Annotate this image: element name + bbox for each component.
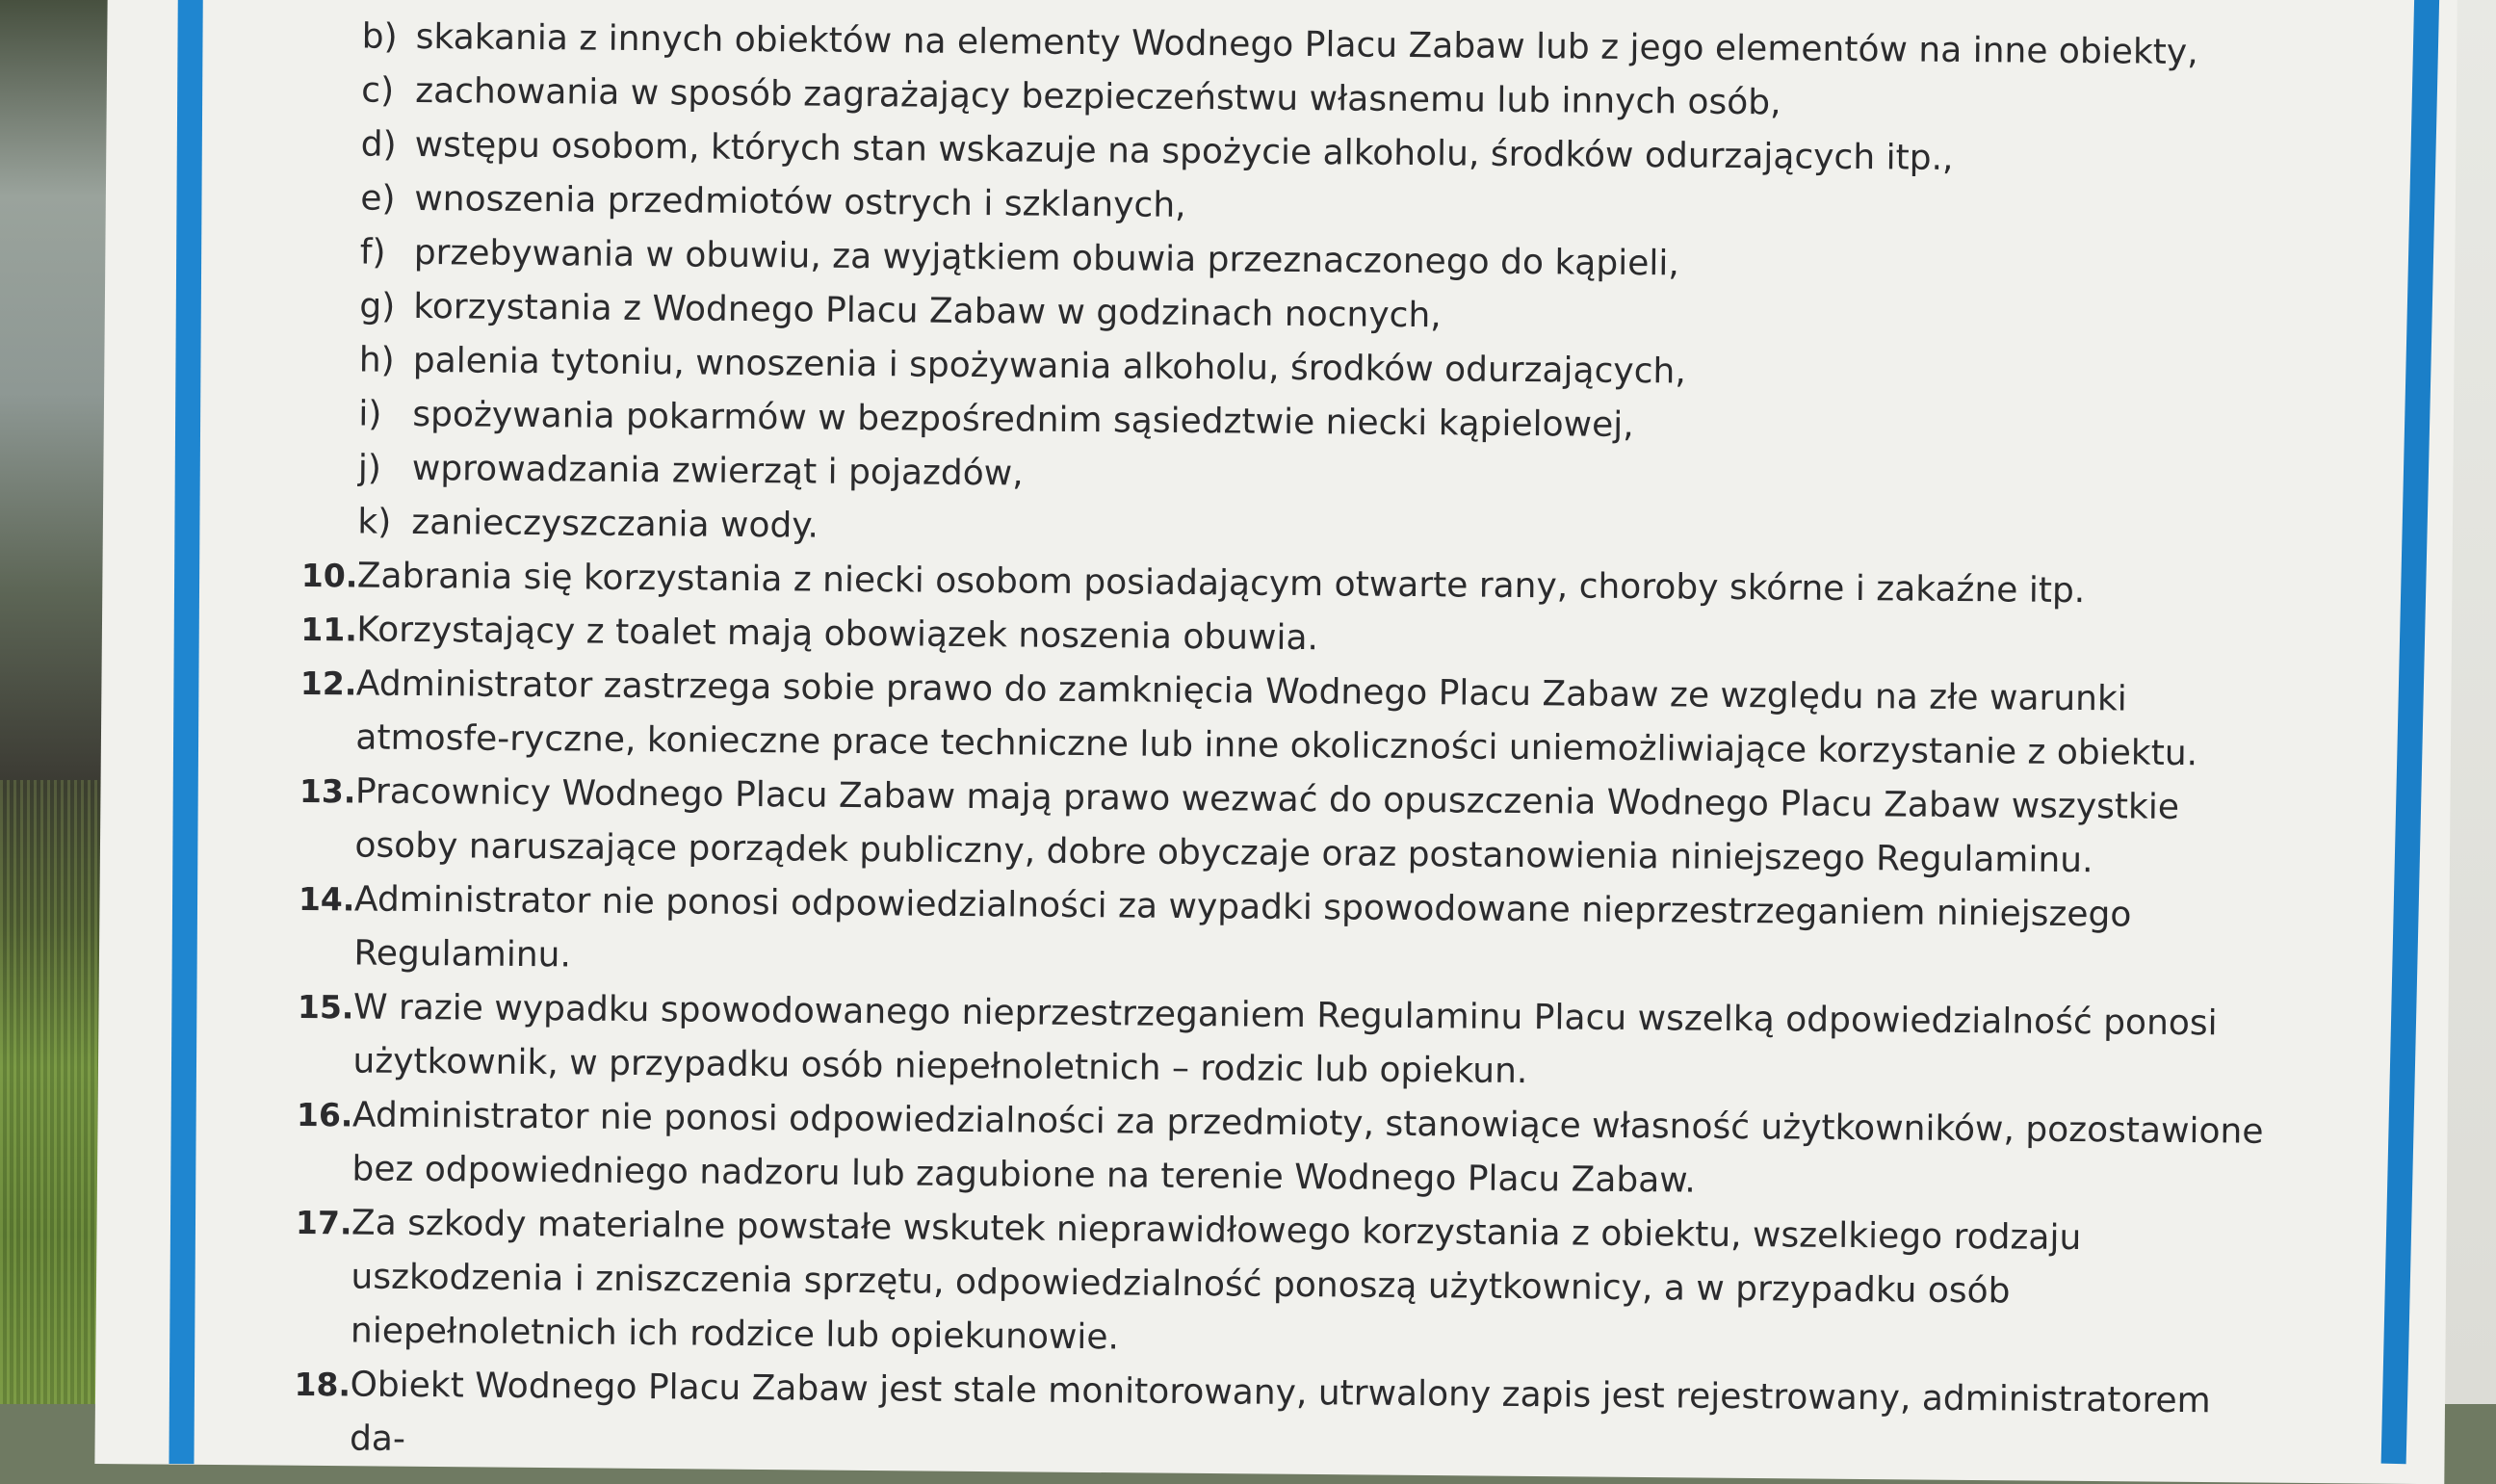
sub-item-letter: f) [359,232,386,273]
numbered-item [299,765,2322,890]
item-number: 10. [300,556,358,595]
item-number: 18. [294,1365,351,1404]
sub-item-letter: i) [358,394,382,435]
sub-item-text: zachowania w sposób zagrażający bezpieczeństwu własnemu lub innych osób, [415,71,1781,123]
item-number: 17. [295,1203,352,1242]
item-text: Korzystający z toalet mają obowiązek noszenia obuwia. [356,610,1319,659]
numbered-item [294,1358,2317,1483]
item-text: Pracownicy Wodnego Placu Zabaw mają prawo wezwać do opuszczenia Wodnego Placu Zabaw wszystkie osoby naruszające porządek publiczny, dobre obyczaje oraz postanowienia niniejszego Regulaminu. [354,771,2180,881]
item-number: 12. [299,664,357,703]
item-number: 13. [299,771,356,811]
numbered-item [295,1196,2318,1375]
item-text: Administrator nie ponosi odpowiedzialności za przedmioty, stanowiące własność użytkowników, pozostawione bez odpowiedniego nadzoru lub zagubione na terenie Wodnego Placu Zabaw. [351,1095,2264,1201]
sub-item-text: wstępu osobom, których stan wskazuje na spożycie alkoholu, środków odurzających itp., [414,125,1954,179]
item-text: Administrator zastrzega sobie prawo do zamknięcia Wodnego Placu Zabaw ze względu na złe warunki atmosfe-ryczne, konieczne prace techniczne lub inne okoliczności uniemożliwiające korzystanie z obiektu. [355,664,2198,774]
sub-item-text: spożywania pokarmów w bezpośrednim sąsiedztwie niecki kąpielowej, [412,395,1634,446]
item-text: W razie wypadku spowodowanego nieprzestrzeganiem Regulaminu Placu wszelką odpowiedzialność ponosi użytkownik, w przypadku osób niepełnoletnich – rodzic lub opiekun. [352,987,2218,1092]
sub-item-text: przebywania w obuwiu, za wyjątkiem obuwia przeznaczonego do kąpieli, [413,233,1679,284]
sub-item-letter: e) [360,178,396,220]
sub-item-letter: h) [358,340,395,381]
sub-item-letter: k) [357,502,392,543]
item-number: 14. [298,879,355,919]
sub-item-text: wprowadzania zwierząt i pojazdów, [411,449,1024,494]
sub-item-letter: c) [361,70,395,112]
numbered-item [296,1088,2319,1213]
sub-item-letter: g) [359,286,396,327]
item-number: 16. [296,1095,353,1134]
item-text: Obiekt Wodnego Placu Zabaw jest stale monitorowany, utrwalony zapis jest rejestrowany, administratorem da- [349,1365,2211,1459]
item-number: 11. [300,610,358,649]
item-text: Za szkody materialne powstałe wskutek nieprawidłowego korzystania z obiektu, wszelkiego rodzaju uszkodzenia i zniszczenia sprzętu, odpowiedzialność ponoszą użytkownicy, a w przypadku osób niepełnoletnich ich rodzice lub opiekunowie. [350,1203,2082,1358]
item-number: 15. [297,987,354,1027]
numbered-item [297,980,2320,1106]
sub-item-text: wnoszenia przedmiotów ostrych i szklanych, [414,179,1186,226]
regulations-text [294,10,2328,1483]
numbered-item [298,872,2321,998]
sub-item-letter: b) [361,16,398,58]
sub-item-text: korzystania z Wodnego Placu Zabaw w godzinach nocnych, [413,287,1442,336]
sub-item-text: palenia tytoniu, wnoszenia i spożywania alkoholu, środków odurzających, [412,341,1686,392]
item-text: Administrator nie ponosi odpowiedzialności za wypadki spowodowane nieprzestrzeganiem niniejszego Regulaminu. [353,879,2132,976]
sub-item-letter: j) [357,448,382,489]
item-text: Zabrania się korzystania z niecki osobom posiadającym otwarte rany, choroby skórne i zakaźne itp. [356,556,2086,612]
sub-item-text: zanieczyszczania wody. [411,503,819,547]
numbered-item [299,657,2323,782]
sub-item-letter: d) [360,124,397,166]
sub-item-text: skakania z innych obiektów na elementy Wodnego Placu Zabaw lub z jego elementów na inne obiekty, [415,17,2198,73]
